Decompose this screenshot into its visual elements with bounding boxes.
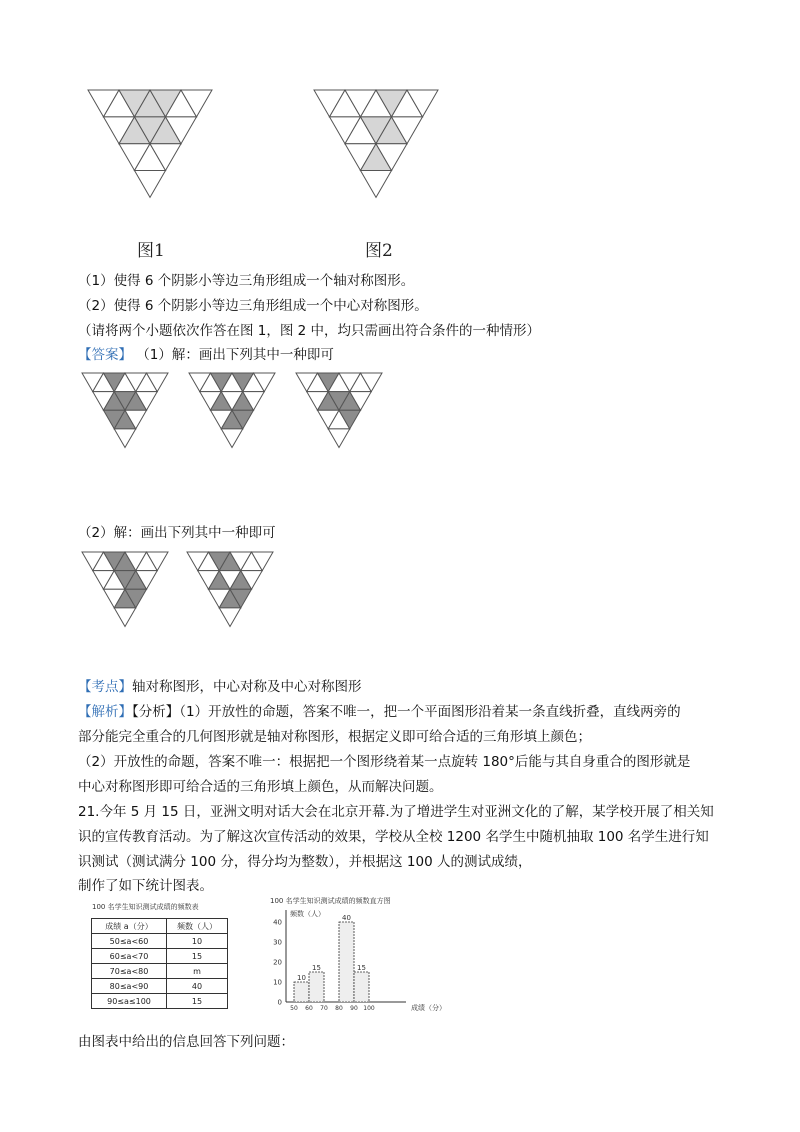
- question-note: （请将两个小题依次作答在图 1，图 2 中，均只需画出符合条件的一种情形）: [78, 323, 541, 339]
- figure-2-triangle-grid: [312, 88, 442, 228]
- answer-line: [78, 345, 334, 365]
- answer-2-figure-a: [80, 550, 172, 646]
- y-tick-label: 0: [277, 998, 282, 1007]
- grid-triangle: [114, 608, 136, 627]
- x-tick-label: 80: [335, 1005, 343, 1012]
- jiexi-line-1: [78, 702, 681, 722]
- x-tick-label: 90: [350, 1005, 358, 1012]
- x-tick-label: 50: [290, 1005, 298, 1012]
- y-axis-label: 频数（人）: [290, 910, 325, 918]
- bar-value-label: 15: [312, 964, 321, 972]
- kaodian-tag: 【考点】: [78, 679, 132, 695]
- table-cell: 10: [167, 934, 228, 949]
- frequency-table: [91, 918, 228, 1009]
- grid-triangle: [219, 608, 241, 627]
- figure-2-caption: 图2: [365, 241, 393, 261]
- grid-triangle: [114, 429, 136, 448]
- answer-text: （1）解：画出下列其中一种即可: [136, 347, 334, 363]
- answer-2-figure-b: [185, 550, 277, 646]
- answer-part-2: （2）解：画出下列其中一种即可: [78, 525, 276, 541]
- x-tick-label: 100: [363, 1005, 375, 1012]
- table-row: [92, 949, 228, 964]
- table-header-row: [92, 919, 228, 934]
- table-row: [92, 964, 228, 979]
- grid-triangle: [135, 171, 166, 198]
- y-tick-label: 10: [273, 978, 282, 987]
- q21-line-3: 识测试（测试满分 100 分，得分均为整数），并根据这 100 人的测试成绩，: [78, 854, 532, 870]
- answer-1-figure-c: [294, 371, 386, 467]
- q21-line-4: 制作了如下统计图表。: [78, 878, 213, 894]
- question-2: （2）使得 6 个阴影小等边三角形组成一个中心对称图形。: [78, 298, 428, 314]
- histogram-bar: [309, 972, 324, 1002]
- table-row: [92, 994, 228, 1009]
- table-cell: 15: [167, 949, 228, 964]
- x-tick-label: 70: [320, 1005, 328, 1012]
- table-cell: 40: [167, 979, 228, 994]
- bar-value-label: 15: [357, 964, 366, 972]
- jiexi-line-2: 部分能完全重合的几何图形就是轴对称图形，根据定义即可给合适的三角形填上颜色；: [78, 729, 591, 745]
- table-cell: 90≤a≤100: [92, 994, 167, 1009]
- x-axis-label: 成绩（分）: [411, 1004, 446, 1012]
- q21-line-1: 21.今年 5 月 15 日，亚洲文明对话大会在北京开幕.为了增进学生对亚洲文化的了解，某学校开展了相关知: [78, 804, 714, 820]
- jiexi-line-3: （2）开放性的命题，答案不唯一：根据把一个图形绕着某一点旋转 180°后能与其自身重合的图形就是: [78, 754, 691, 770]
- table-cell: m: [167, 964, 228, 979]
- frequency-histogram: [256, 896, 456, 1018]
- jiexi-tag: 【解析】: [78, 704, 132, 720]
- y-tick-label: 40: [273, 918, 282, 927]
- grid-triangle: [361, 171, 392, 198]
- jiexi-text-1: 【分析】（1）开放性的命题，答案不唯一，把一个平面图形沿着某一条直线折叠，直线两旁的: [132, 704, 681, 720]
- grid-triangle: [221, 429, 243, 448]
- table-cell: 15: [167, 994, 228, 1009]
- table-cell: 50≤a<60: [92, 934, 167, 949]
- histogram-bar: [339, 922, 354, 1002]
- histogram-bar: [354, 972, 369, 1002]
- y-tick-label: 20: [273, 958, 282, 967]
- answer-tag: 【答案】: [78, 347, 132, 363]
- bar-value-label: 10: [297, 974, 306, 982]
- jiexi-line-4: 中心对称图形即可给合适的三角形填上颜色，从而解决问题。: [78, 779, 443, 795]
- table-header-cell: 成绩 a（分）: [92, 919, 167, 934]
- table-cell: 60≤a<70: [92, 949, 167, 964]
- table-row: [92, 979, 228, 994]
- x-tick-label: 60: [305, 1005, 313, 1012]
- chart-title: 100 名学生知识测试成绩的频数直方图: [270, 897, 391, 905]
- q21-line-2: 识的宣传教育活动。为了解这次宣传活动的效果，学校从全校 1200 名学生中随机抽取 100 名学生进行知: [78, 829, 709, 845]
- answer-1-figure-a: [80, 371, 172, 467]
- question-1: （1）使得 6 个阴影小等边三角形组成一个轴对称图形。: [78, 273, 415, 289]
- kaodian-line: [78, 677, 362, 697]
- table-header-cell: 频数（人）: [167, 919, 228, 934]
- kaodian-text: 轴对称图形，中心对称及中心对称图形: [132, 679, 362, 695]
- answer-1-figure-b: [187, 371, 279, 467]
- table-cell: 80≤a<90: [92, 979, 167, 994]
- grid-triangle: [328, 429, 350, 448]
- figure-1-caption: 图1: [137, 241, 165, 261]
- table-row: [92, 934, 228, 949]
- q21-line-5: 由图表中给出的信息回答下列问题：: [78, 1034, 294, 1050]
- figure-1-triangle-grid: [86, 88, 216, 228]
- y-tick-label: 30: [273, 938, 282, 947]
- histogram-bar: [294, 982, 309, 1002]
- bar-value-label: 40: [342, 914, 351, 922]
- freq-table-title: 100 名学生知识测试成绩的频数表: [92, 903, 199, 911]
- table-cell: 70≤a<80: [92, 964, 167, 979]
